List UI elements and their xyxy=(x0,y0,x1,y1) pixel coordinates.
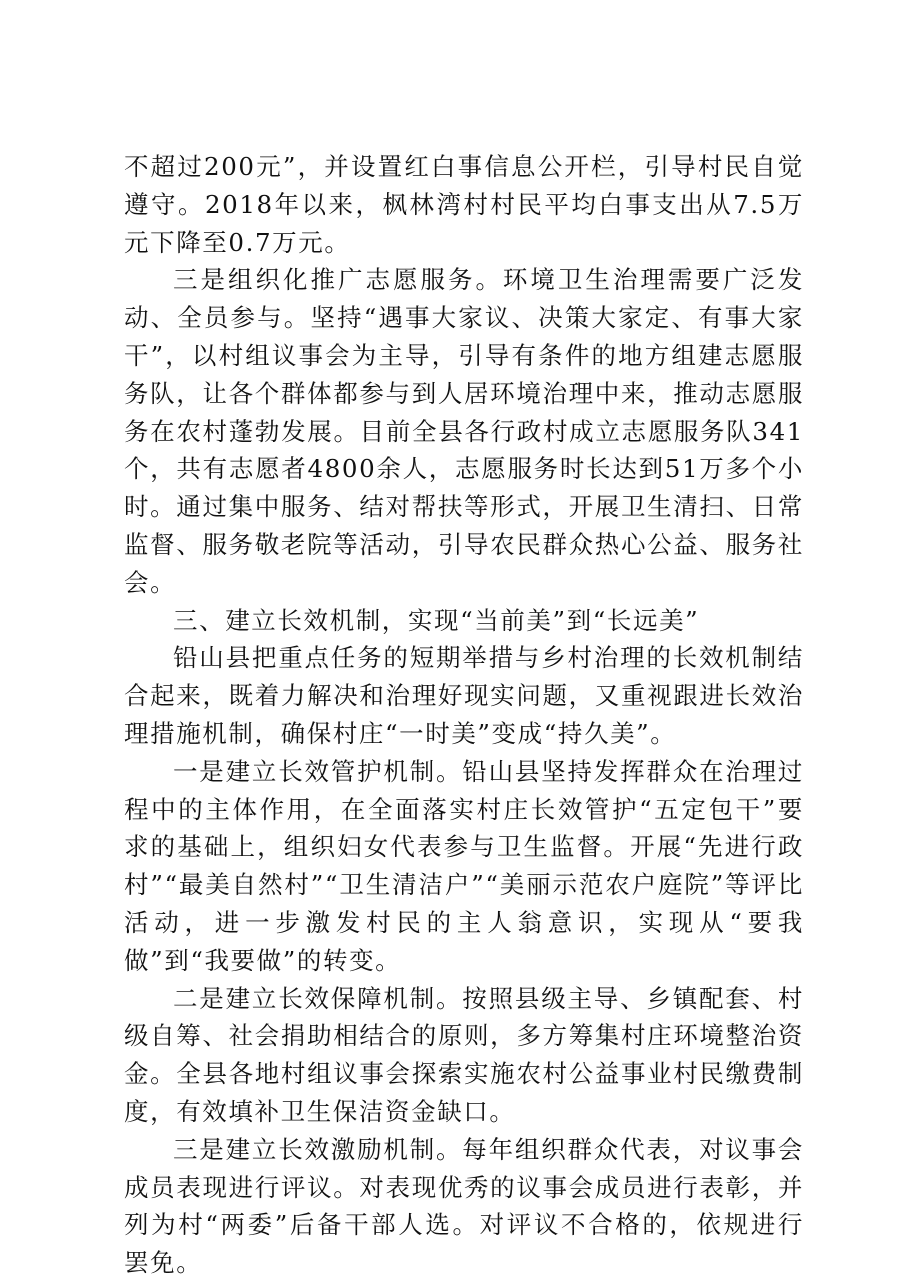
paragraph-continued: 不超过200元”，并设置红白事信息公开栏，引导村民自觉遵守。2018年以来，枫林湾村村民平均白事支出从7.5万元下降至0.7万元。 xyxy=(124,152,804,257)
paragraph-volunteer-service: 三是组织化推广志愿服务。环境卫生治理需要广泛发动、全员参与。坚持“遇事大家议、决策大家定、有事大家干”，以村组议事会为主导，引导有条件的地方组建志愿服务队，让各个群体都参与到人居环境治理中来，推动志愿服务在农村蓬勃发展。目前全县各行政村成立志愿服务队341个，共有志愿者4800余人，志愿服务时长达到51万多个小时。通过集中服务、结对帮扶等形式，开展卫生清扫、日常监督、服务敬老院等活动，引导农民群众热心公益、服务社会。 xyxy=(124,265,804,597)
section-heading: 三、建立长效机制，实现“当前美”到“长远美” xyxy=(173,605,700,635)
paragraph-intro: 铅山县把重点任务的短期举措与乡村治理的长效机制结合起来，既着力解决和治理好现实问题，又重视跟进长效治理措施机制，确保村庄“一时美”变成“持久美”。 xyxy=(124,643,804,748)
paragraph-guarantee-mechanism: 二是建立长效保障机制。按照县级主导、乡镇配套、村级自筹、社会捐助相结合的原则，多方筹集村庄环境整治资金。全县各地村组议事会探索实施农村公益事业村民缴费制度，有效填补卫生保洁资金缺口。 xyxy=(124,983,804,1126)
paragraph-incentive-mechanism: 三是建立长效激励机制。每年组织群众代表，对议事会成员表现进行评议。对表现优秀的议事会成员进行表彰，并列为村“两委”后备干部人选。对评议不合格的，依规进行罢免。 xyxy=(124,1134,804,1278)
paragraph-maintenance-mechanism: 一是建立长效管护机制。铅山县坚持发挥群众在治理过程中的主体作用，在全面落实村庄长效管护“五定包干”要求的基础上，组织妇女代表参与卫生监督。开展“先进行政村”“最美自然村”“卫生清洁户”“美丽示范农户庭院”等评比活动，进一步激发村民的主人翁意识，实现从“要我做”到“我要做”的转变。 xyxy=(124,756,804,975)
document-body xyxy=(124,148,804,1282)
